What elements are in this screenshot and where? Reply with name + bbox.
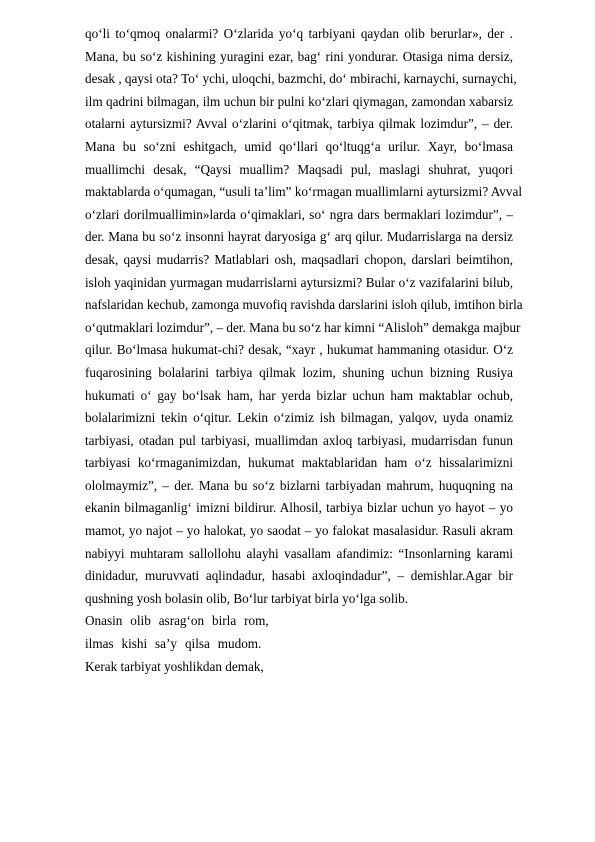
poem-word: sa’y	[155, 636, 178, 652]
poem-word: Onasin	[85, 613, 123, 629]
text-line: qo‘li to‘qmoq onalarmi? O‘zlarida yo‘q tarbiyani qaydan olib berurlar», der .	[85, 26, 513, 41]
text-line: qilur. Bo‘lmasa hukumat-chi? desak, “xayr , hukumat hammaning otasidur. O‘z	[85, 342, 513, 358]
text-line: hukumati o‘ gay bo‘lsak ham, har yerda bizlar uchun ham maktablar ochub,	[85, 387, 513, 403]
poem-line	[85, 610, 513, 633]
text-line: tarbiyasi ko‘rmaganimizdan, hukumat maktablaridan ham o‘z hissalarimizni	[85, 455, 513, 471]
text-line: tarbiyasi, otadan pul tarbiyasi, muallimdan axloq tarbiyasi, mudarrisdan funun	[85, 432, 513, 448]
poem-word: Kerak tarbiyat yoshlikdan demak,	[85, 658, 264, 674]
text-line: maktablarda o‘qumagan, “usuli ta’lim” ko‘rmagan muallimlarni aytursizmi? Avval	[85, 184, 523, 200]
poem-word: ilmas	[85, 636, 114, 652]
text-line: nabiyyi muhtaram sallollohu alayhi vasallam afandimiz: “Insonlarning karami	[85, 545, 513, 561]
text-line: muallimchi desak, “Qaysi muallim? Maqsadi pul, maslagi shuhrat, yuqori	[85, 161, 513, 177]
text-line: fuqarosining bolalarini tarbiya qilmak lozim, shuning uchun bizning Rusiya	[85, 364, 513, 380]
text-line: ekanin bilmaganlig‘ imizni bildirur. Alhosil, tarbiya bizlar uchun yo hayot – yo	[85, 500, 513, 516]
poem-line	[85, 656, 513, 679]
poem-line	[85, 633, 513, 656]
poem-word: asrag‘on	[158, 613, 205, 629]
text-line: ilm qadrini bilmagan, ilm uchun bir pulni ko‘zlari qiymagan, zamondan xabarsiz	[85, 93, 513, 109]
text-line: qushning yosh bolasin olib, Bo‘lur tarbiyat birla yo‘lga solib.	[85, 590, 409, 606]
text-line: o‘qutmaklari lozimdur”, – der. Mana bu so‘z har kimni “Alisloh” demakga majbur	[85, 319, 521, 335]
text-line: Mana bu so‘zni eshitgach, umid qo‘llari qo‘ltuqg‘a urilur. Xayr, bo‘lmasa	[85, 138, 513, 154]
text-line: otalarni aytursizmi? Avval o‘zlarini o‘qitmak, tarbiya qilmak lozimdur”, – der.	[85, 116, 513, 132]
text-line: isloh yaqinidan yurmagan mudarrislarni aytursizmi? Bular o‘z vazifalarini bilub,	[85, 274, 513, 290]
document-body	[85, 23, 523, 678]
poem-word: rom,	[244, 613, 269, 629]
poem-word: mudom.	[217, 636, 262, 652]
text-line: nafslaridan kechub, zamonga muvofiq ravishda darslarini isloh qilub, imtihon birla	[85, 297, 523, 313]
poem-word: qilsa	[184, 636, 210, 652]
text-line: dinidadur, muruvvati aqlindadur, hasabi axloqindadur”, – demishlar.Agar bir	[85, 568, 513, 584]
text-line: o‘zlari dorilmuallimin»larda o‘qimaklari, so‘ ngra dars bermaklari lozimdur”, –	[85, 206, 513, 222]
poem-word: olib	[130, 613, 151, 629]
text-line: bolalarimizni tekin o‘qitur. Lekin o‘zimiz ish bilmagan, yalqov, uyda onamiz	[85, 410, 513, 426]
text-line: desak , qaysi ota? To‘ ychi, uloqchi, bazmchi, do‘ mbirachi, karnaychi, surnaychi,	[85, 71, 517, 87]
text-line: Mana, bu so‘z kishining yuragini ezar, bag‘ rini yondurar. Otasiga nima dersiz,	[85, 48, 513, 64]
poem-word: kishi	[121, 636, 148, 652]
text-line: mamot, yo najot – yo halokat, yo saodat – yo falokat masalasidur. Rasuli akram	[85, 523, 513, 539]
poem-word: birla	[212, 613, 237, 629]
text-line: ololmaymiz”, – der. Mana bu so‘z bizlarni tarbiyadan mahrum, huquqning na	[85, 477, 513, 493]
text-line: desak, qaysi mudarris? Matlablari osh, maqsadlari chopon, darslari beimtihon,	[85, 251, 513, 267]
text-line: der. Mana bu so‘z insonni hayrat daryosiga g‘ arq qilur. Mudarrislarga na dersiz	[85, 229, 513, 245]
